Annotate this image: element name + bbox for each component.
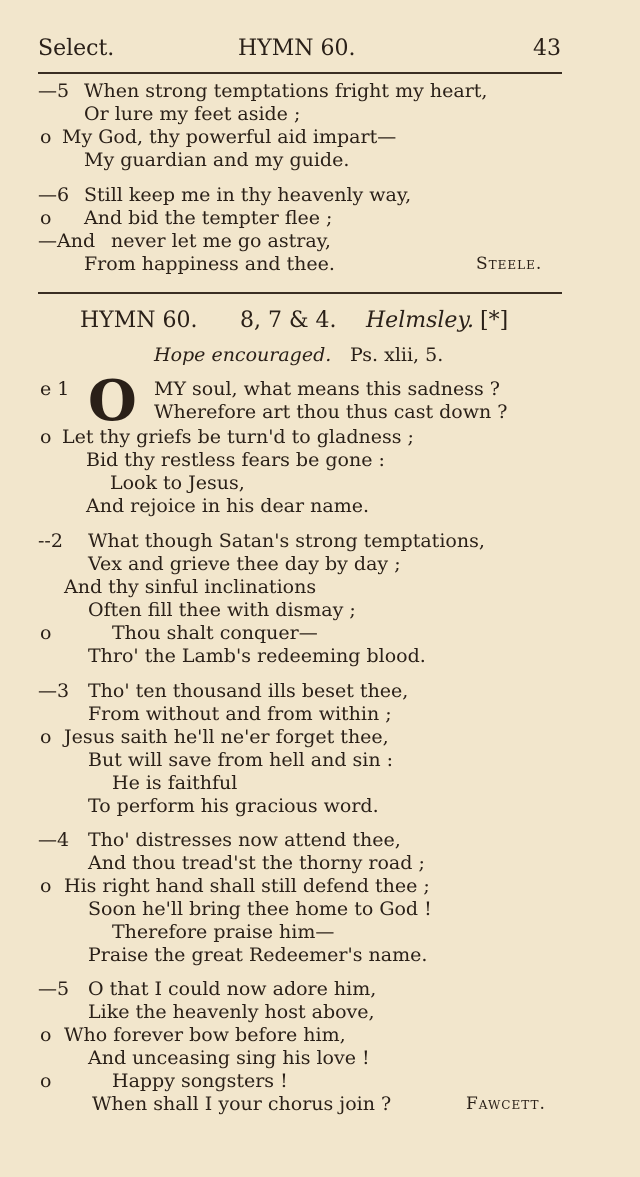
hymn-tune: Helmsley. (366, 308, 474, 333)
hymn-line: Praise the great Redeemer's name. (88, 944, 428, 966)
hymn-line: never let me go astray, (111, 230, 331, 252)
verse-mark: e 1 (40, 378, 70, 400)
verse-mark: —4 (38, 829, 70, 851)
hymn-line: Tho' distresses now attend thee, (88, 829, 401, 851)
hymn-line: Or lure my feet aside ; (84, 103, 301, 125)
verse-mark: —3 (38, 680, 70, 702)
header-section-label: Select. (38, 36, 115, 61)
hymn-line: And rejoice in his dear name. (86, 495, 369, 517)
hymn-line: But will save from hell and sin : (88, 749, 394, 771)
hymn-line: And thou tread'st the thorny road ; (88, 852, 425, 874)
hymn-line: From without and from within ; (88, 703, 392, 725)
verse-mark: o (40, 622, 52, 644)
hymn-line: Let thy griefs be turn'd to gladness ; (62, 426, 414, 448)
section-rule (38, 292, 562, 294)
verse-mark: —5 (38, 978, 70, 1000)
hymn-line: Bid thy restless fears be gone : (86, 449, 385, 471)
hymn-line: My guardian and my guide. (84, 149, 350, 171)
hymn-line: Tho' ten thousand ills beset thee, (88, 680, 409, 702)
hymn-meter: 8, 7 & 4. (240, 308, 337, 333)
verse-mark: o (40, 207, 52, 229)
verse-mark: o (40, 1070, 52, 1092)
hymn-title: HYMN 60. (80, 308, 198, 333)
hymn-line: Therefore praise him— (112, 921, 335, 943)
hymn-line: And unceasing sing his love ! (88, 1047, 370, 1069)
verse-mark: --2 (38, 530, 63, 552)
verse-mark: o (40, 126, 52, 148)
header-rule (38, 72, 562, 74)
hymn-line: And thy sinful inclinations (64, 576, 317, 598)
scripture-reference: Ps. xlii, 5. (350, 344, 444, 366)
verse-mark: o (40, 426, 52, 448)
hymn-line: Happy songsters ! (112, 1070, 288, 1092)
page-number: 43 (533, 36, 561, 61)
hymn-line: When shall I your chorus join ? (92, 1093, 392, 1115)
verse-mark: o (40, 1024, 52, 1046)
hymn-line: Wherefore art thou thus cast down ? (154, 401, 508, 423)
hymn-line: Vex and grieve thee day by day ; (88, 553, 401, 575)
hymn-line: MY soul, what means this sadness ? (154, 378, 500, 400)
verse-mark: —5 (38, 80, 70, 102)
hymn-line: Jesus saith he'll ne'er forget thee, (64, 726, 389, 748)
header-hymn-number: HYMN 60. (238, 36, 356, 61)
drop-cap: O (88, 368, 137, 434)
hymn-line: My God, thy powerful aid impart— (62, 126, 397, 148)
hymn-line: He is faithful (112, 772, 238, 794)
hymn-subject: Hope encouraged. (154, 344, 332, 366)
author-attribution: Steele. (476, 254, 543, 274)
hymn-line: Often fill thee with dismay ; (88, 599, 356, 621)
hymn-line: Thou shalt conquer— (112, 622, 318, 644)
hymn-line: Like the heavenly host above, (88, 1001, 375, 1023)
hymn-line: When strong temptations fright my heart, (84, 80, 488, 102)
author-attribution: Fawcett. (466, 1094, 546, 1114)
verse-mark: —And (38, 230, 96, 252)
hymn-line: O that I could now adore him, (88, 978, 377, 1000)
hymn-line: Look to Jesus, (110, 472, 245, 494)
verse-mark: o (40, 726, 52, 748)
hymn-line: Thro' the Lamb's redeeming blood. (88, 645, 426, 667)
hymn-line: Soon he'll bring thee home to God ! (88, 898, 432, 920)
verse-mark: —6 (38, 184, 70, 206)
hymn-line: His right hand shall still defend thee ; (64, 875, 430, 897)
hymn-mark: [*] (480, 308, 509, 333)
hymn-line: And bid the tempter flee ; (84, 207, 333, 229)
hymn-line: To perform his gracious word. (88, 795, 379, 817)
hymn-line: What though Satan's strong temptations, (88, 530, 485, 552)
hymn-line: Still keep me in thy heavenly way, (84, 184, 412, 206)
verse-mark: o (40, 875, 52, 897)
hymn-line: From happiness and thee. (84, 253, 335, 275)
hymn-line: Who forever bow before him, (64, 1024, 346, 1046)
